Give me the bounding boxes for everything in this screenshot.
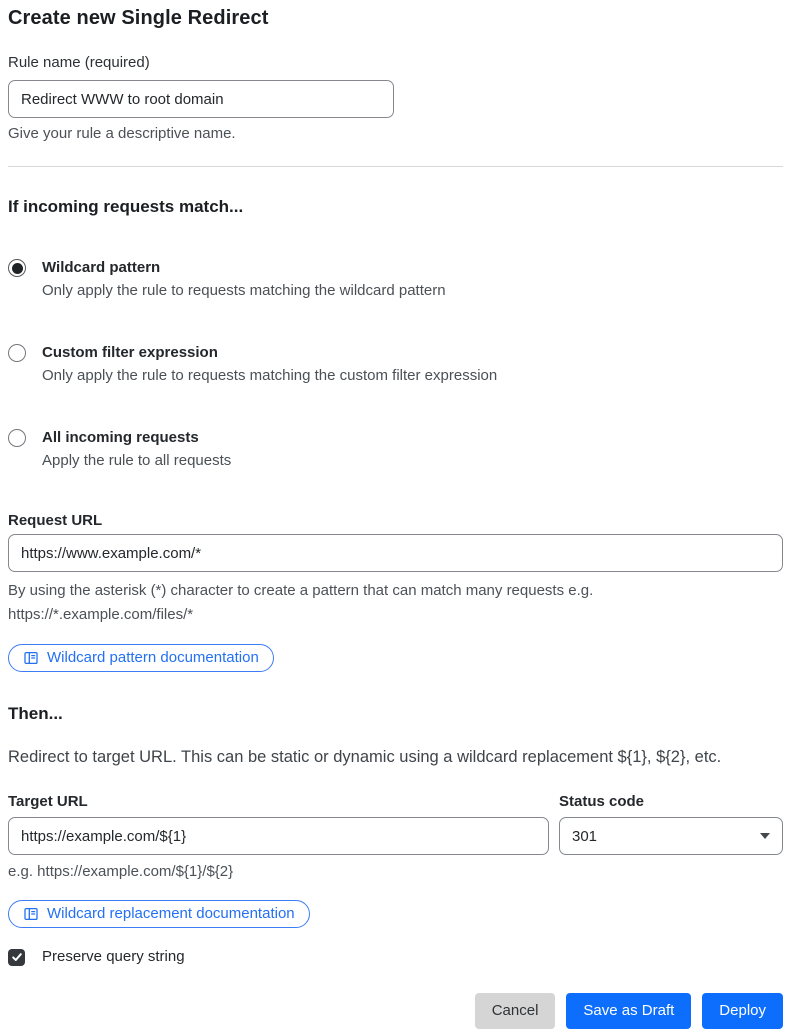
request-url-input[interactable] [8,534,783,572]
book-icon [23,906,39,922]
target-url-input[interactable] [8,817,549,855]
section-divider [8,166,783,167]
cancel-button[interactable]: Cancel [475,993,556,1029]
request-url-help-line1: By using the asterisk (*) character to create a pattern that can match many requests e.g. [8,582,594,599]
rule-name-help: Give your rule a descriptive name. [8,125,236,142]
target-url-help: e.g. https://example.com/${1}/${2} [8,863,234,880]
radio-custom-filter[interactable] [8,344,26,362]
radio-option-all-requests[interactable] [8,428,783,471]
radio-option-custom-filter[interactable] [8,343,783,386]
rule-name-label: Rule name (required) [8,54,150,71]
status-code-select[interactable] [559,817,783,855]
check-icon [11,951,23,963]
match-type-radio-group [8,258,783,471]
wildcard-replacement-docs-button[interactable] [8,900,310,928]
request-url-label: Request URL [8,512,103,529]
radio-all-requests[interactable] [8,429,26,447]
radio-label-custom-filter: Custom filter expression [42,344,218,361]
page-title: Create new Single Redirect [8,7,269,29]
radio-label-wildcard-pattern: Wildcard pattern [42,259,161,276]
radio-wildcard-pattern[interactable] [8,259,26,277]
preserve-query-string-row[interactable] [8,947,783,967]
preserve-query-label: Preserve query string [42,948,185,965]
wildcard-pattern-docs-button[interactable] [8,644,274,672]
request-url-help-line2: https://*.example.com/files/* [8,606,194,623]
book-icon [23,650,39,666]
match-section-heading: If incoming requests match... [8,197,244,216]
chevron-down-icon [760,833,770,839]
rule-name-input[interactable] [8,80,394,118]
deploy-button[interactable]: Deploy [702,993,783,1029]
form-actions [8,993,783,1029]
radio-desc-wildcard-pattern: Only apply the rule to requests matching the wildcard pattern [42,282,446,299]
preserve-query-checkbox[interactable] [8,949,25,966]
then-section-heading: Then... [8,704,63,723]
target-url-label: Target URL [8,793,88,810]
target-url-status-row [8,792,783,882]
status-code-label: Status code [559,793,645,810]
radio-desc-all-requests: Apply the rule to all requests [42,452,232,469]
wildcard-pattern-docs-label: Wildcard pattern documentation [47,649,259,666]
status-code-value: 301 [572,827,598,845]
wildcard-replacement-docs-label: Wildcard replacement documentation [47,905,295,922]
request-url-help [8,579,783,627]
radio-option-wildcard-pattern[interactable] [8,258,783,301]
then-description: Redirect to target URL. This can be static or dynamic using a wildcard replacement ${1}, ${2}, etc. [8,748,722,766]
save-as-draft-button[interactable]: Save as Draft [566,993,691,1029]
radio-label-all-requests: All incoming requests [42,429,199,446]
radio-desc-custom-filter: Only apply the rule to requests matching the custom filter expression [42,367,498,384]
